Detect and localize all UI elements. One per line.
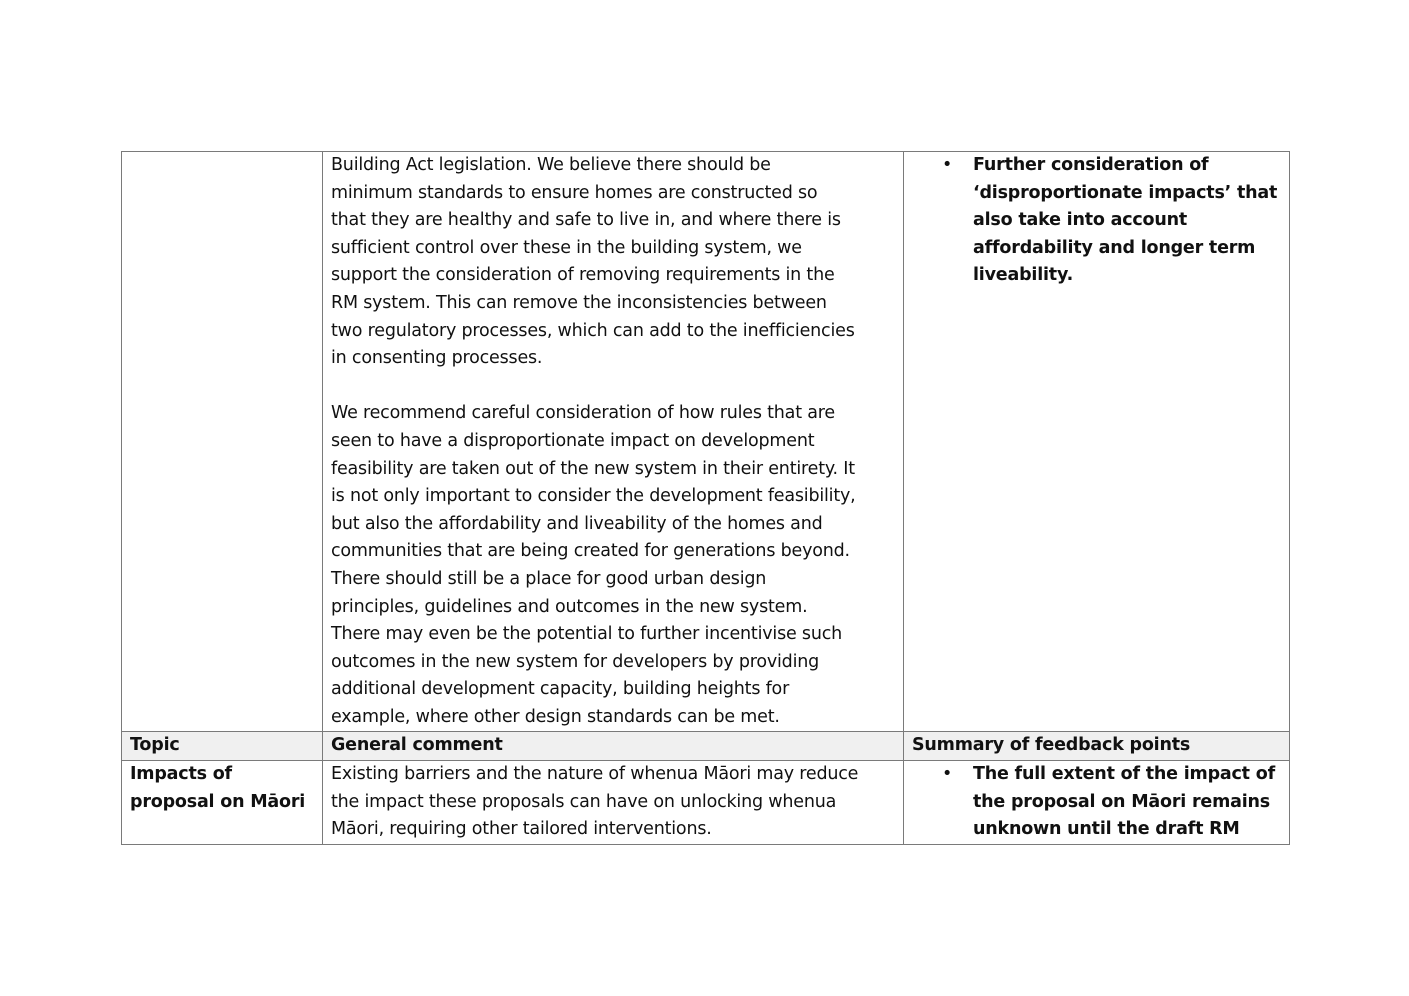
feedback-cell bbox=[904, 152, 1290, 732]
topic-cell bbox=[122, 152, 323, 732]
text-line: two regulatory processes, which can add to the inefficiencies bbox=[331, 320, 855, 341]
text-line: principles, guidelines and outcomes in the new system. bbox=[331, 596, 808, 617]
text-line: minimum standards to ensure homes are constructed so bbox=[331, 182, 818, 203]
feedback-table bbox=[121, 151, 1290, 845]
paragraph-gap bbox=[331, 373, 895, 401]
text-line: is not only important to consider the development feasibility, bbox=[331, 486, 856, 507]
text-line: additional development capacity, building heights for bbox=[331, 679, 790, 700]
text-line: unknown until the draft RM bbox=[973, 819, 1240, 840]
feedback-list bbox=[912, 761, 1281, 844]
comment-paragraph-2 bbox=[331, 400, 895, 731]
text-line: proposal on Māori bbox=[130, 791, 306, 812]
text-line: affordability and longer term bbox=[973, 237, 1256, 258]
text-line: but also the affordability and liveability of the homes and bbox=[331, 513, 823, 534]
text-line: We recommend careful consideration of how rules that are bbox=[331, 403, 835, 424]
header-summary-feedback: Summary of feedback points bbox=[904, 732, 1290, 761]
topic-cell bbox=[122, 761, 323, 845]
feedback-list bbox=[912, 152, 1281, 290]
text-line: RM system. This can remove the inconsistencies between bbox=[331, 292, 827, 313]
table-row-continuation bbox=[122, 152, 1290, 732]
feedback-bullet bbox=[973, 152, 1281, 290]
header-general-comment: General comment bbox=[323, 732, 904, 761]
text-line: the proposal on Māori remains bbox=[973, 791, 1270, 812]
table-header-row bbox=[122, 732, 1290, 761]
text-line: Māori, requiring other tailored interventions. bbox=[331, 819, 712, 840]
text-line: the impact these proposals can have on unlocking whenua bbox=[331, 791, 837, 812]
text-line: in consenting processes. bbox=[331, 348, 543, 369]
header-topic: Topic bbox=[122, 732, 323, 761]
text-line: Existing barriers and the nature of whenua Māori may reduce bbox=[331, 764, 859, 785]
table-row-maori bbox=[122, 761, 1290, 845]
text-line: that they are healthy and safe to live in, and where there is bbox=[331, 210, 841, 231]
text-line: also take into account bbox=[973, 210, 1188, 231]
text-line: ‘disproportionate impacts’ that bbox=[973, 182, 1278, 203]
text-line: Impacts of bbox=[130, 764, 232, 785]
text-line: outcomes in the new system for developers by providing bbox=[331, 651, 820, 672]
feedback-cell bbox=[904, 761, 1290, 845]
text-line: • The full extent of the impact of bbox=[973, 764, 1275, 785]
text-line: example, where other design standards can be met. bbox=[331, 706, 780, 727]
text-line: communities that are being created for generations beyond. bbox=[331, 541, 850, 562]
feedback-bullet bbox=[973, 761, 1281, 844]
text-line: There should still be a place for good urban design bbox=[331, 568, 767, 589]
text-line: support the consideration of removing requirements in the bbox=[331, 265, 835, 286]
text-line: feasibility are taken out of the new system in their entirety. It bbox=[331, 458, 855, 479]
text-line: • Further consideration of bbox=[973, 155, 1209, 175]
text-line: liveability. bbox=[973, 265, 1074, 286]
text-line: seen to have a disproportionate impact on development bbox=[331, 430, 815, 451]
text-line: Building Act legislation. We believe there should be bbox=[331, 155, 771, 175]
text-line: There may even be the potential to further incentivise such bbox=[331, 624, 843, 645]
comment-cell bbox=[323, 152, 904, 732]
comment-cell bbox=[323, 761, 904, 845]
text-line: sufficient control over these in the building system, we bbox=[331, 237, 802, 258]
comment-paragraph-1 bbox=[331, 152, 895, 373]
